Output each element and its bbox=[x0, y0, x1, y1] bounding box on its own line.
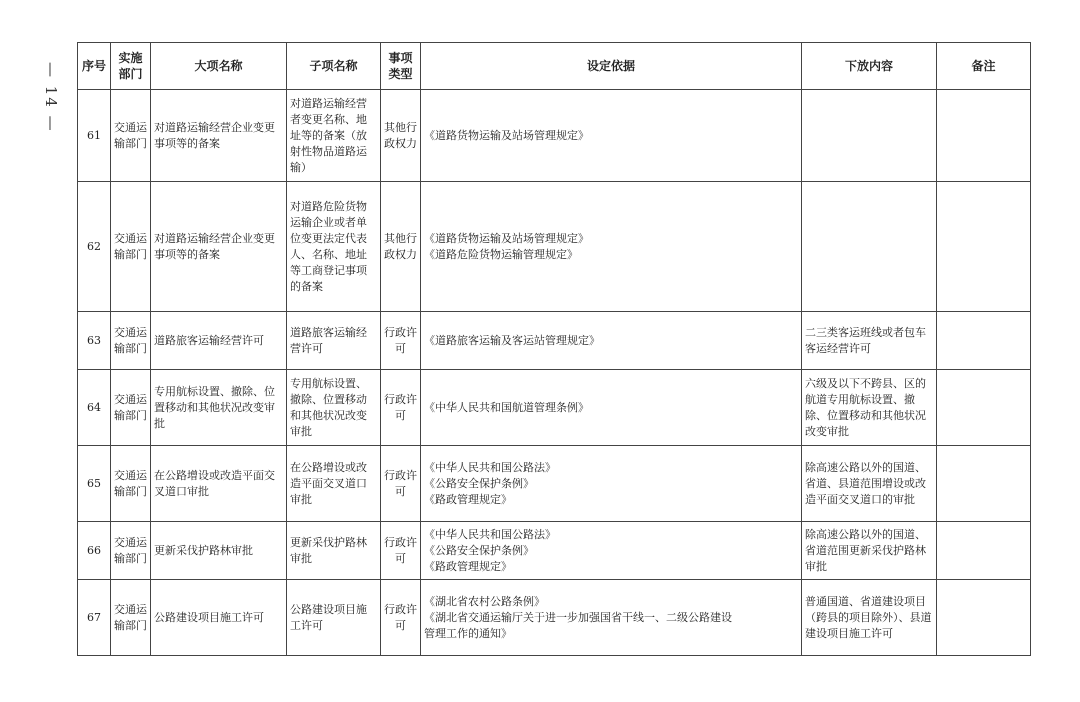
table-row bbox=[78, 182, 1031, 312]
item-cell: 对道路运输经营企业变更事项等的备案 bbox=[151, 90, 287, 182]
basis-cell bbox=[421, 522, 802, 580]
row-number: 65 bbox=[78, 446, 111, 522]
type-cell: 行政许可 bbox=[381, 312, 421, 370]
content-cell: 二三类客运班线或者包车客运经营许可 bbox=[802, 312, 937, 370]
document-table bbox=[77, 42, 1031, 656]
note-cell bbox=[937, 370, 1031, 446]
subitem-cell: 更新采伐护路林审批 bbox=[287, 522, 381, 580]
basis-cell bbox=[421, 580, 802, 656]
item-cell: 道路旅客运输经营许可 bbox=[151, 312, 287, 370]
page-number: — 14 — bbox=[42, 62, 60, 133]
basis-line: 《道路货物运输及站场管理规定》 bbox=[424, 128, 589, 142]
table-row bbox=[78, 370, 1031, 446]
basis-line: 《湖北省交通运输厅关于进一步加强国省干线一、二级公路建设 bbox=[424, 610, 732, 624]
subitem-cell: 道路旅客运输经营许可 bbox=[287, 312, 381, 370]
basis-line: 《道路货物运输及站场管理规定》 bbox=[424, 231, 589, 245]
row-number: 62 bbox=[78, 182, 111, 312]
note-cell bbox=[937, 446, 1031, 522]
basis-line: 《中华人民共和国航道管理条例》 bbox=[424, 400, 589, 414]
header-basis: 设定依据 bbox=[421, 43, 802, 90]
note-cell bbox=[937, 312, 1031, 370]
basis-line: 《道路旅客运输及客运站管理规定》 bbox=[424, 333, 600, 347]
type-cell: 行政许可 bbox=[381, 370, 421, 446]
header-subitem: 子项名称 bbox=[287, 43, 381, 90]
table-row bbox=[78, 446, 1031, 522]
table-row bbox=[78, 90, 1031, 182]
note-cell bbox=[937, 182, 1031, 312]
subitem-cell: 对道路危险货物运输企业或者单位变更法定代表人、名称、地址等工商登记事项的备案 bbox=[287, 182, 381, 312]
note-cell bbox=[937, 580, 1031, 656]
table-row bbox=[78, 580, 1031, 656]
content-cell: 六级及以下不跨县、区的航道专用航标设置、撤除、位置移动和其他状况改变审批 bbox=[802, 370, 937, 446]
header-content: 下放内容 bbox=[802, 43, 937, 90]
basis-line: 《湖北省农村公路条例》 bbox=[424, 594, 545, 608]
dept-cell: 交通运输部门 bbox=[111, 446, 151, 522]
item-cell: 对道路运输经营企业变更事项等的备案 bbox=[151, 182, 287, 312]
basis-line: 《中华人民共和国公路法》 bbox=[424, 527, 556, 541]
header-type: 事项类型 bbox=[381, 43, 421, 90]
header-seq: 序号 bbox=[78, 43, 111, 90]
dept-cell: 交通运输部门 bbox=[111, 370, 151, 446]
basis-cell bbox=[421, 446, 802, 522]
note-cell bbox=[937, 522, 1031, 580]
note-cell bbox=[937, 90, 1031, 182]
row-number: 67 bbox=[78, 580, 111, 656]
type-cell: 其他行政权力 bbox=[381, 182, 421, 312]
type-cell: 行政许可 bbox=[381, 522, 421, 580]
row-number: 64 bbox=[78, 370, 111, 446]
basis-cell bbox=[421, 370, 802, 446]
basis-line: 《路政管理规定》 bbox=[424, 492, 512, 506]
subitem-cell: 公路建设项目施工许可 bbox=[287, 580, 381, 656]
basis-cell bbox=[421, 312, 802, 370]
type-cell: 行政许可 bbox=[381, 580, 421, 656]
content-cell: 普通国道、省道建设项目（跨县的项目除外）、县道建设项目施工许可 bbox=[802, 580, 937, 656]
content-cell: 除高速公路以外的国道、省道范围更新采伐护路林审批 bbox=[802, 522, 937, 580]
item-cell: 公路建设项目施工许可 bbox=[151, 580, 287, 656]
type-cell: 行政许可 bbox=[381, 446, 421, 522]
dept-cell: 交通运输部门 bbox=[111, 90, 151, 182]
subitem-cell: 在公路增设或改造平面交叉道口审批 bbox=[287, 446, 381, 522]
type-cell: 其他行政权力 bbox=[381, 90, 421, 182]
dept-cell: 交通运输部门 bbox=[111, 312, 151, 370]
table-row bbox=[78, 522, 1031, 580]
dept-cell: 交通运输部门 bbox=[111, 522, 151, 580]
dept-cell: 交通运输部门 bbox=[111, 580, 151, 656]
item-cell: 专用航标设置、撤除、位置移动和其他状况改变审批 bbox=[151, 370, 287, 446]
row-number: 63 bbox=[78, 312, 111, 370]
header-note: 备注 bbox=[937, 43, 1031, 90]
basis-line: 《公路安全保护条例》 bbox=[424, 543, 534, 557]
header-item: 大项名称 bbox=[151, 43, 287, 90]
item-cell: 在公路增设或改造平面交叉道口审批 bbox=[151, 446, 287, 522]
row-number: 61 bbox=[78, 90, 111, 182]
subitem-cell: 专用航标设置、撤除、位置移动和其他状况改变审批 bbox=[287, 370, 381, 446]
table-row bbox=[78, 312, 1031, 370]
basis-line: 《公路安全保护条例》 bbox=[424, 476, 534, 490]
item-cell: 更新采伐护路林审批 bbox=[151, 522, 287, 580]
basis-cell bbox=[421, 90, 802, 182]
basis-line: 《道路危险货物运输管理规定》 bbox=[424, 247, 578, 261]
dept-cell: 交通运输部门 bbox=[111, 182, 151, 312]
basis-line: 管理工作的通知》 bbox=[424, 626, 512, 640]
row-number: 66 bbox=[78, 522, 111, 580]
content-cell bbox=[802, 90, 937, 182]
basis-line: 《路政管理规定》 bbox=[424, 559, 512, 573]
header-dept: 实施部门 bbox=[111, 43, 151, 90]
header-row bbox=[78, 43, 1031, 90]
content-cell bbox=[802, 182, 937, 312]
content-cell: 除高速公路以外的国道、省道、县道范围增设或改造平面交叉道口的审批 bbox=[802, 446, 937, 522]
subitem-cell: 对道路运输经营者变更名称、地址等的备案（放射性物品道路运输） bbox=[287, 90, 381, 182]
basis-cell bbox=[421, 182, 802, 312]
basis-line: 《中华人民共和国公路法》 bbox=[424, 460, 556, 474]
